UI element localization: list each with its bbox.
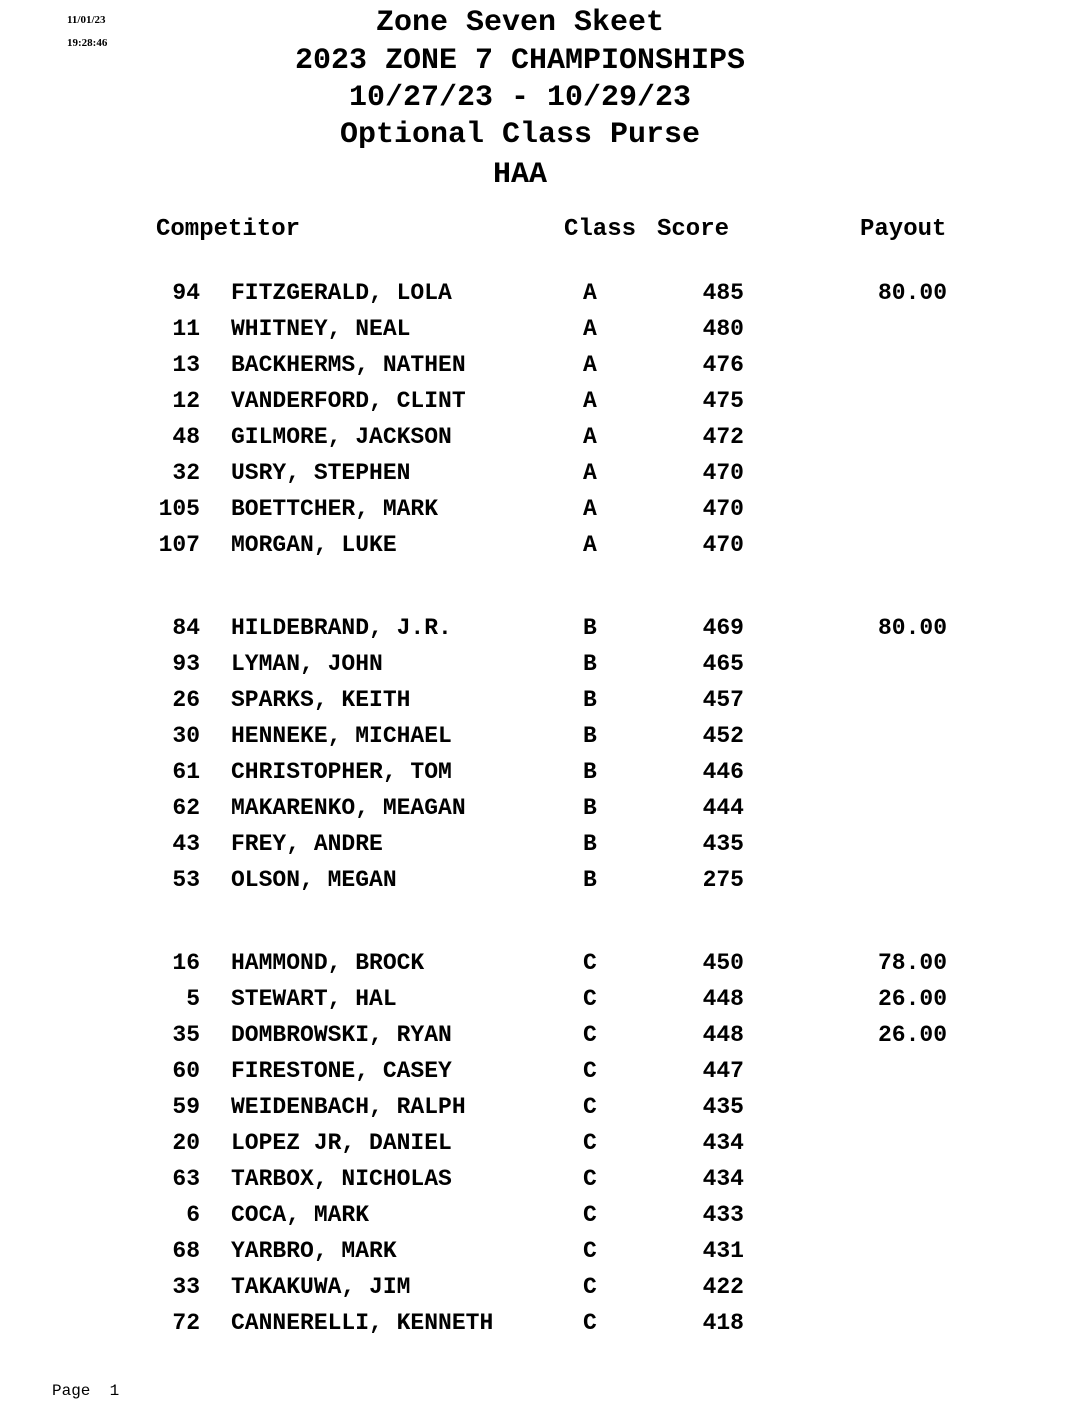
- competitor-number: 12: [172, 388, 200, 414]
- competitor-score: 448: [702, 986, 744, 1012]
- table-row: [0, 687, 1088, 717]
- competitor-score: 435: [702, 1094, 744, 1120]
- table-row: [0, 352, 1088, 382]
- competitor-class: C: [583, 1274, 597, 1300]
- competitor-name: VANDERFORD, CLINT: [231, 388, 466, 414]
- competitor-number: 33: [172, 1274, 200, 1300]
- competitor-class: C: [583, 1130, 597, 1156]
- competitor-number: 62: [172, 795, 200, 821]
- competitor-name: SPARKS, KEITH: [231, 687, 411, 713]
- competitor-class: C: [583, 1238, 597, 1264]
- table-row: [0, 1166, 1088, 1196]
- competitor-class: C: [583, 986, 597, 1012]
- competitor-class: B: [583, 795, 597, 821]
- report-purse-title: Optional Class Purse: [339, 118, 701, 152]
- competitor-name: CANNERELLI, KENNETH: [231, 1310, 494, 1336]
- column-header-class: Class: [564, 216, 637, 243]
- competitor-name: BOETTCHER, MARK: [231, 496, 439, 522]
- table-row: [0, 1058, 1088, 1088]
- competitor-number: 30: [172, 723, 200, 749]
- page-label: Page: [52, 1382, 91, 1400]
- table-row: [0, 1130, 1088, 1160]
- competitor-number: 43: [172, 831, 200, 857]
- competitor-score: 450: [702, 950, 744, 976]
- competitor-score: 470: [702, 460, 744, 486]
- competitor-number: 20: [172, 1130, 200, 1156]
- competitor-score: 465: [702, 651, 744, 677]
- competitor-class: A: [583, 316, 597, 342]
- report-event-title: 2023 ZONE 7 CHAMPIONSHIPS: [294, 44, 746, 78]
- report-event-type: HAA: [492, 158, 547, 192]
- competitor-name: LYMAN, JOHN: [231, 651, 383, 677]
- table-row: [0, 950, 1088, 980]
- competitor-name: FREY, ANDRE: [231, 831, 383, 857]
- table-row: [0, 1202, 1088, 1232]
- competitor-number: 26: [172, 687, 200, 713]
- competitor-class: A: [583, 532, 597, 558]
- competitor-number: 32: [172, 460, 200, 486]
- competitor-class: A: [583, 352, 597, 378]
- competitor-score: 433: [702, 1202, 744, 1228]
- competitor-score: 452: [702, 723, 744, 749]
- column-header-competitor: Competitor: [156, 216, 301, 243]
- competitor-class: B: [583, 831, 597, 857]
- competitor-name: USRY, STEPHEN: [231, 460, 411, 486]
- print-time: 19:28:46: [67, 37, 108, 49]
- competitor-class: C: [583, 1310, 597, 1336]
- competitor-name: FIRESTONE, CASEY: [231, 1058, 452, 1084]
- competitor-number: 63: [172, 1166, 200, 1192]
- competitor-class: B: [583, 759, 597, 785]
- competitor-score: 447: [702, 1058, 744, 1084]
- competitor-score: 422: [702, 1274, 744, 1300]
- table-row: [0, 759, 1088, 789]
- competitor-name: HENNEKE, MICHAEL: [231, 723, 452, 749]
- table-row: [0, 280, 1088, 310]
- table-row: [0, 986, 1088, 1016]
- competitor-class: B: [583, 615, 597, 641]
- competitor-score: 434: [702, 1130, 744, 1156]
- competitor-class: B: [583, 651, 597, 677]
- competitor-class: C: [583, 1022, 597, 1048]
- competitor-number: 11: [172, 316, 200, 342]
- competitor-payout: 26.00: [877, 986, 947, 1012]
- competitor-payout: 26.00: [877, 1022, 947, 1048]
- table-row: [0, 1274, 1088, 1304]
- competitor-class: C: [583, 1094, 597, 1120]
- competitor-number: 6: [186, 1202, 200, 1228]
- report-date-range: 10/27/23 - 10/29/23: [348, 81, 692, 115]
- table-row: [0, 1238, 1088, 1268]
- competitor-score: 476: [702, 352, 744, 378]
- competitor-name: TARBOX, NICHOLAS: [231, 1166, 452, 1192]
- competitor-name: OLSON, MEGAN: [231, 867, 397, 893]
- competitor-name: HILDEBRAND, J.R.: [231, 615, 452, 641]
- competitor-class: B: [583, 687, 597, 713]
- table-row: [0, 723, 1088, 753]
- competitor-number: 94: [172, 280, 200, 306]
- column-header-score: Score: [657, 216, 730, 243]
- competitor-score: 444: [702, 795, 744, 821]
- column-header-payout: Payout: [860, 216, 947, 243]
- competitor-class: C: [583, 1202, 597, 1228]
- table-row: [0, 496, 1088, 526]
- table-row: [0, 651, 1088, 681]
- competitor-name: CHRISTOPHER, TOM: [231, 759, 452, 785]
- competitor-score: 435: [702, 831, 744, 857]
- competitor-score: 485: [702, 280, 744, 306]
- competitor-number: 107: [158, 532, 200, 558]
- competitor-number: 59: [172, 1094, 200, 1120]
- table-row: [0, 831, 1088, 861]
- competitor-number: 60: [172, 1058, 200, 1084]
- competitor-number: 53: [172, 867, 200, 893]
- competitor-name: YARBRO, MARK: [231, 1238, 397, 1264]
- competitor-number: 35: [172, 1022, 200, 1048]
- competitor-score: 431: [702, 1238, 744, 1264]
- competitor-payout: 80.00: [877, 280, 947, 306]
- competitor-name: FITZGERALD, LOLA: [231, 280, 452, 306]
- competitor-class: A: [583, 460, 597, 486]
- table-row: [0, 388, 1088, 418]
- competitor-score: 275: [702, 867, 744, 893]
- table-row: [0, 424, 1088, 454]
- competitor-name: MAKARENKO, MEAGAN: [231, 795, 466, 821]
- competitor-name: HAMMOND, BROCK: [231, 950, 425, 976]
- table-row: [0, 532, 1088, 562]
- table-row: [0, 795, 1088, 825]
- competitor-class: A: [583, 496, 597, 522]
- competitor-name: WHITNEY, NEAL: [231, 316, 411, 342]
- competitor-class: A: [583, 424, 597, 450]
- table-row: [0, 460, 1088, 490]
- competitor-name: COCA, MARK: [231, 1202, 370, 1228]
- competitor-name: WEIDENBACH, RALPH: [231, 1094, 466, 1120]
- competitor-score: 448: [702, 1022, 744, 1048]
- table-row: [0, 1094, 1088, 1124]
- competitor-name: GILMORE, JACKSON: [231, 424, 452, 450]
- competitor-number: 93: [172, 651, 200, 677]
- table-row: [0, 1022, 1088, 1052]
- competitor-number: 72: [172, 1310, 200, 1336]
- competitor-number: 16: [172, 950, 200, 976]
- table-row: [0, 1310, 1088, 1340]
- competitor-score: 472: [702, 424, 744, 450]
- competitor-class: B: [583, 867, 597, 893]
- table-row: [0, 615, 1088, 645]
- table-row: [0, 867, 1088, 897]
- competitor-name: BACKHERMS, NATHEN: [231, 352, 466, 378]
- report-club-title: Zone Seven Skeet: [375, 6, 665, 40]
- competitor-score: 457: [702, 687, 744, 713]
- competitor-name: TAKAKUWA, JIM: [231, 1274, 411, 1300]
- page-footer: [52, 1382, 119, 1400]
- table-row: [0, 316, 1088, 346]
- competitor-number: 5: [186, 986, 200, 1012]
- competitor-payout: 78.00: [877, 950, 947, 976]
- competitor-class: A: [583, 280, 597, 306]
- competitor-name: LOPEZ JR, DANIEL: [231, 1130, 452, 1156]
- competitor-number: 68: [172, 1238, 200, 1264]
- competitor-score: 475: [702, 388, 744, 414]
- competitor-class: C: [583, 1166, 597, 1192]
- competitor-name: MORGAN, LUKE: [231, 532, 397, 558]
- competitor-class: A: [583, 388, 597, 414]
- competitor-number: 105: [158, 496, 200, 522]
- competitor-number: 61: [172, 759, 200, 785]
- page-number: 1: [109, 1382, 120, 1400]
- competitor-class: C: [583, 950, 597, 976]
- competitor-score: 469: [702, 615, 744, 641]
- competitor-number: 84: [172, 615, 200, 641]
- print-date: 11/01/23: [67, 14, 106, 26]
- competitor-score: 470: [702, 532, 744, 558]
- competitor-score: 446: [702, 759, 744, 785]
- competitor-score: 434: [702, 1166, 744, 1192]
- competitor-name: DOMBROWSKI, RYAN: [231, 1022, 452, 1048]
- competitor-class: B: [583, 723, 597, 749]
- competitor-score: 418: [702, 1310, 744, 1336]
- competitor-score: 470: [702, 496, 744, 522]
- competitor-score: 480: [702, 316, 744, 342]
- competitor-name: STEWART, HAL: [231, 986, 397, 1012]
- competitor-number: 13: [172, 352, 200, 378]
- competitor-number: 48: [172, 424, 200, 450]
- competitor-class: C: [583, 1058, 597, 1084]
- competitor-payout: 80.00: [877, 615, 947, 641]
